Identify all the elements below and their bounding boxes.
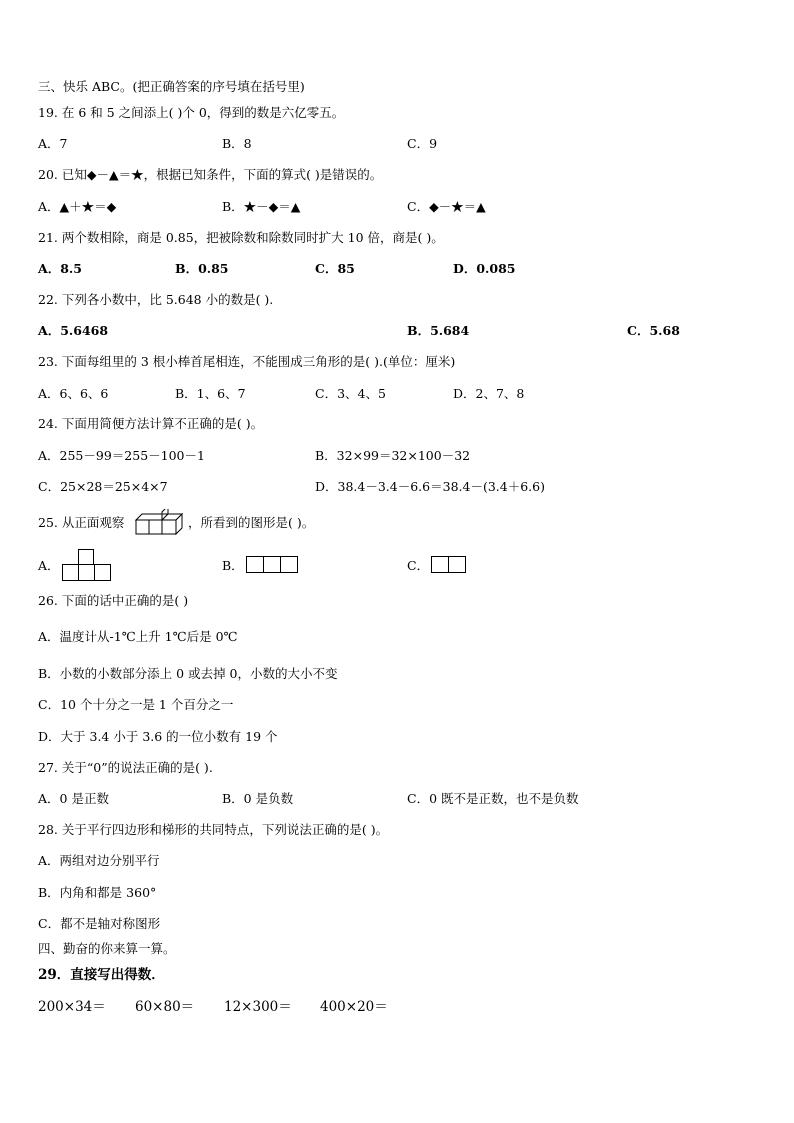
question-29: 29．直接写出得数．	[38, 967, 165, 983]
q23-option-b: B．1、6、7	[175, 386, 246, 401]
q25-option-b-figure	[246, 556, 298, 573]
question-28: 28. 关于平行四边形和梯形的共同特点，下列说法正确的是( )。	[38, 822, 389, 837]
q27-option-a: A．0 是正数	[38, 791, 109, 806]
q28-option-b: B．内角和都是 360°	[38, 885, 157, 900]
q20-option-c: C．◆－★＝▲	[407, 199, 486, 214]
q26-option-a: A．温度计从-1℃上升 1℃后是 0℃	[38, 629, 238, 644]
q20-option-b: B．★－◆＝▲	[222, 199, 301, 214]
q25-option-b: B．	[222, 558, 244, 573]
question-23: 23. 下面每组里的 3 根小棒首尾相连，不能围成三角形的是( ).(单位：厘米)	[38, 354, 456, 369]
q27-option-b: B．0 是负数	[222, 791, 294, 806]
question-19: 19. 在 6 和 5 之间添上( )个 0，得到的数是六亿零五。	[38, 105, 345, 120]
q21-option-a: A．8.5	[38, 261, 82, 276]
question-26: 26. 下面的话中正确的是( )	[38, 593, 189, 608]
q26-option-d: D．大于 3.4 小于 3.6 的一位小数有 19 个	[38, 729, 278, 744]
q24-option-d: D．38.4－3.4－6.6＝38.4－(3.4＋6.6)	[315, 479, 545, 494]
q25-option-a: A．	[38, 558, 60, 573]
q19-option-c: C．9	[407, 136, 438, 151]
q29-item-3: 12×300＝	[224, 999, 292, 1015]
question-24: 24. 下面用简便方法计算不正确的是( )。	[38, 416, 264, 431]
q19-option-b: B．8	[222, 136, 252, 151]
q22-option-a: A．5.6468	[38, 323, 109, 338]
question-22: 22. 下列各小数中，比 5.648 小的数是( ).	[38, 292, 274, 307]
question-21: 21. 两个数相除，商是 0.85，把被除数和除数同时扩大 10 倍，商是( )。	[38, 230, 444, 245]
q28-option-c: C．都不是轴对称图形	[38, 916, 161, 931]
q27-option-c: C．0 既不是正数，也不是负数	[407, 791, 579, 806]
q25-option-c-figure	[431, 556, 466, 573]
question-25-stem-end: ，所看到的图形是( )。	[188, 515, 315, 530]
q23-option-a: A．6、6、6	[38, 386, 109, 401]
q21-option-d: D．0.085	[453, 261, 516, 276]
q22-option-c: C．5.68	[627, 323, 680, 338]
q28-option-a: A．两组对边分别平行	[38, 853, 160, 868]
q24-option-a: A．255－99＝255－100－1	[38, 448, 205, 463]
question-25-stem-start: 25. 从正面观察	[38, 515, 125, 530]
q19-option-a: A．7	[38, 136, 68, 151]
section-title: 三、快乐 ABC。(把正确答案的序号填在括号里)	[38, 79, 305, 94]
cube-solid-figure	[135, 509, 187, 535]
q24-option-c: C．25×28＝25×4×7	[38, 479, 168, 494]
q29-item-1: 200×34＝	[38, 999, 106, 1015]
q21-option-c: C．85	[315, 261, 355, 276]
q26-option-b: B．小数的小数部分添上 0 或去掉 0，小数的大小不变	[38, 666, 338, 681]
q22-option-b: B．5.684	[407, 323, 470, 338]
q24-option-b: B．32×99＝32×100－32	[315, 448, 471, 463]
q26-option-c: C．10 个十分之一是 1 个百分之一	[38, 697, 234, 712]
q23-option-c: C．3、4、5	[315, 386, 386, 401]
q21-option-b: B．0.85	[175, 261, 229, 276]
q29-item-4: 400×20＝	[320, 999, 388, 1015]
q20-option-a: A．▲＋★＝◆	[38, 199, 117, 214]
q23-option-d: D．2、7、8	[453, 386, 525, 401]
section-4-title: 四、勤奋的你来算一算。	[38, 941, 176, 956]
question-20: 20. 已知◆－▲＝★，根据已知条件，下面的算式( )是错误的。	[38, 167, 383, 182]
q25-option-c: C．	[407, 558, 430, 573]
q29-item-2: 60×80＝	[135, 999, 195, 1015]
question-27: 27. 关于“0”的说法正确的是( ).	[38, 760, 213, 775]
